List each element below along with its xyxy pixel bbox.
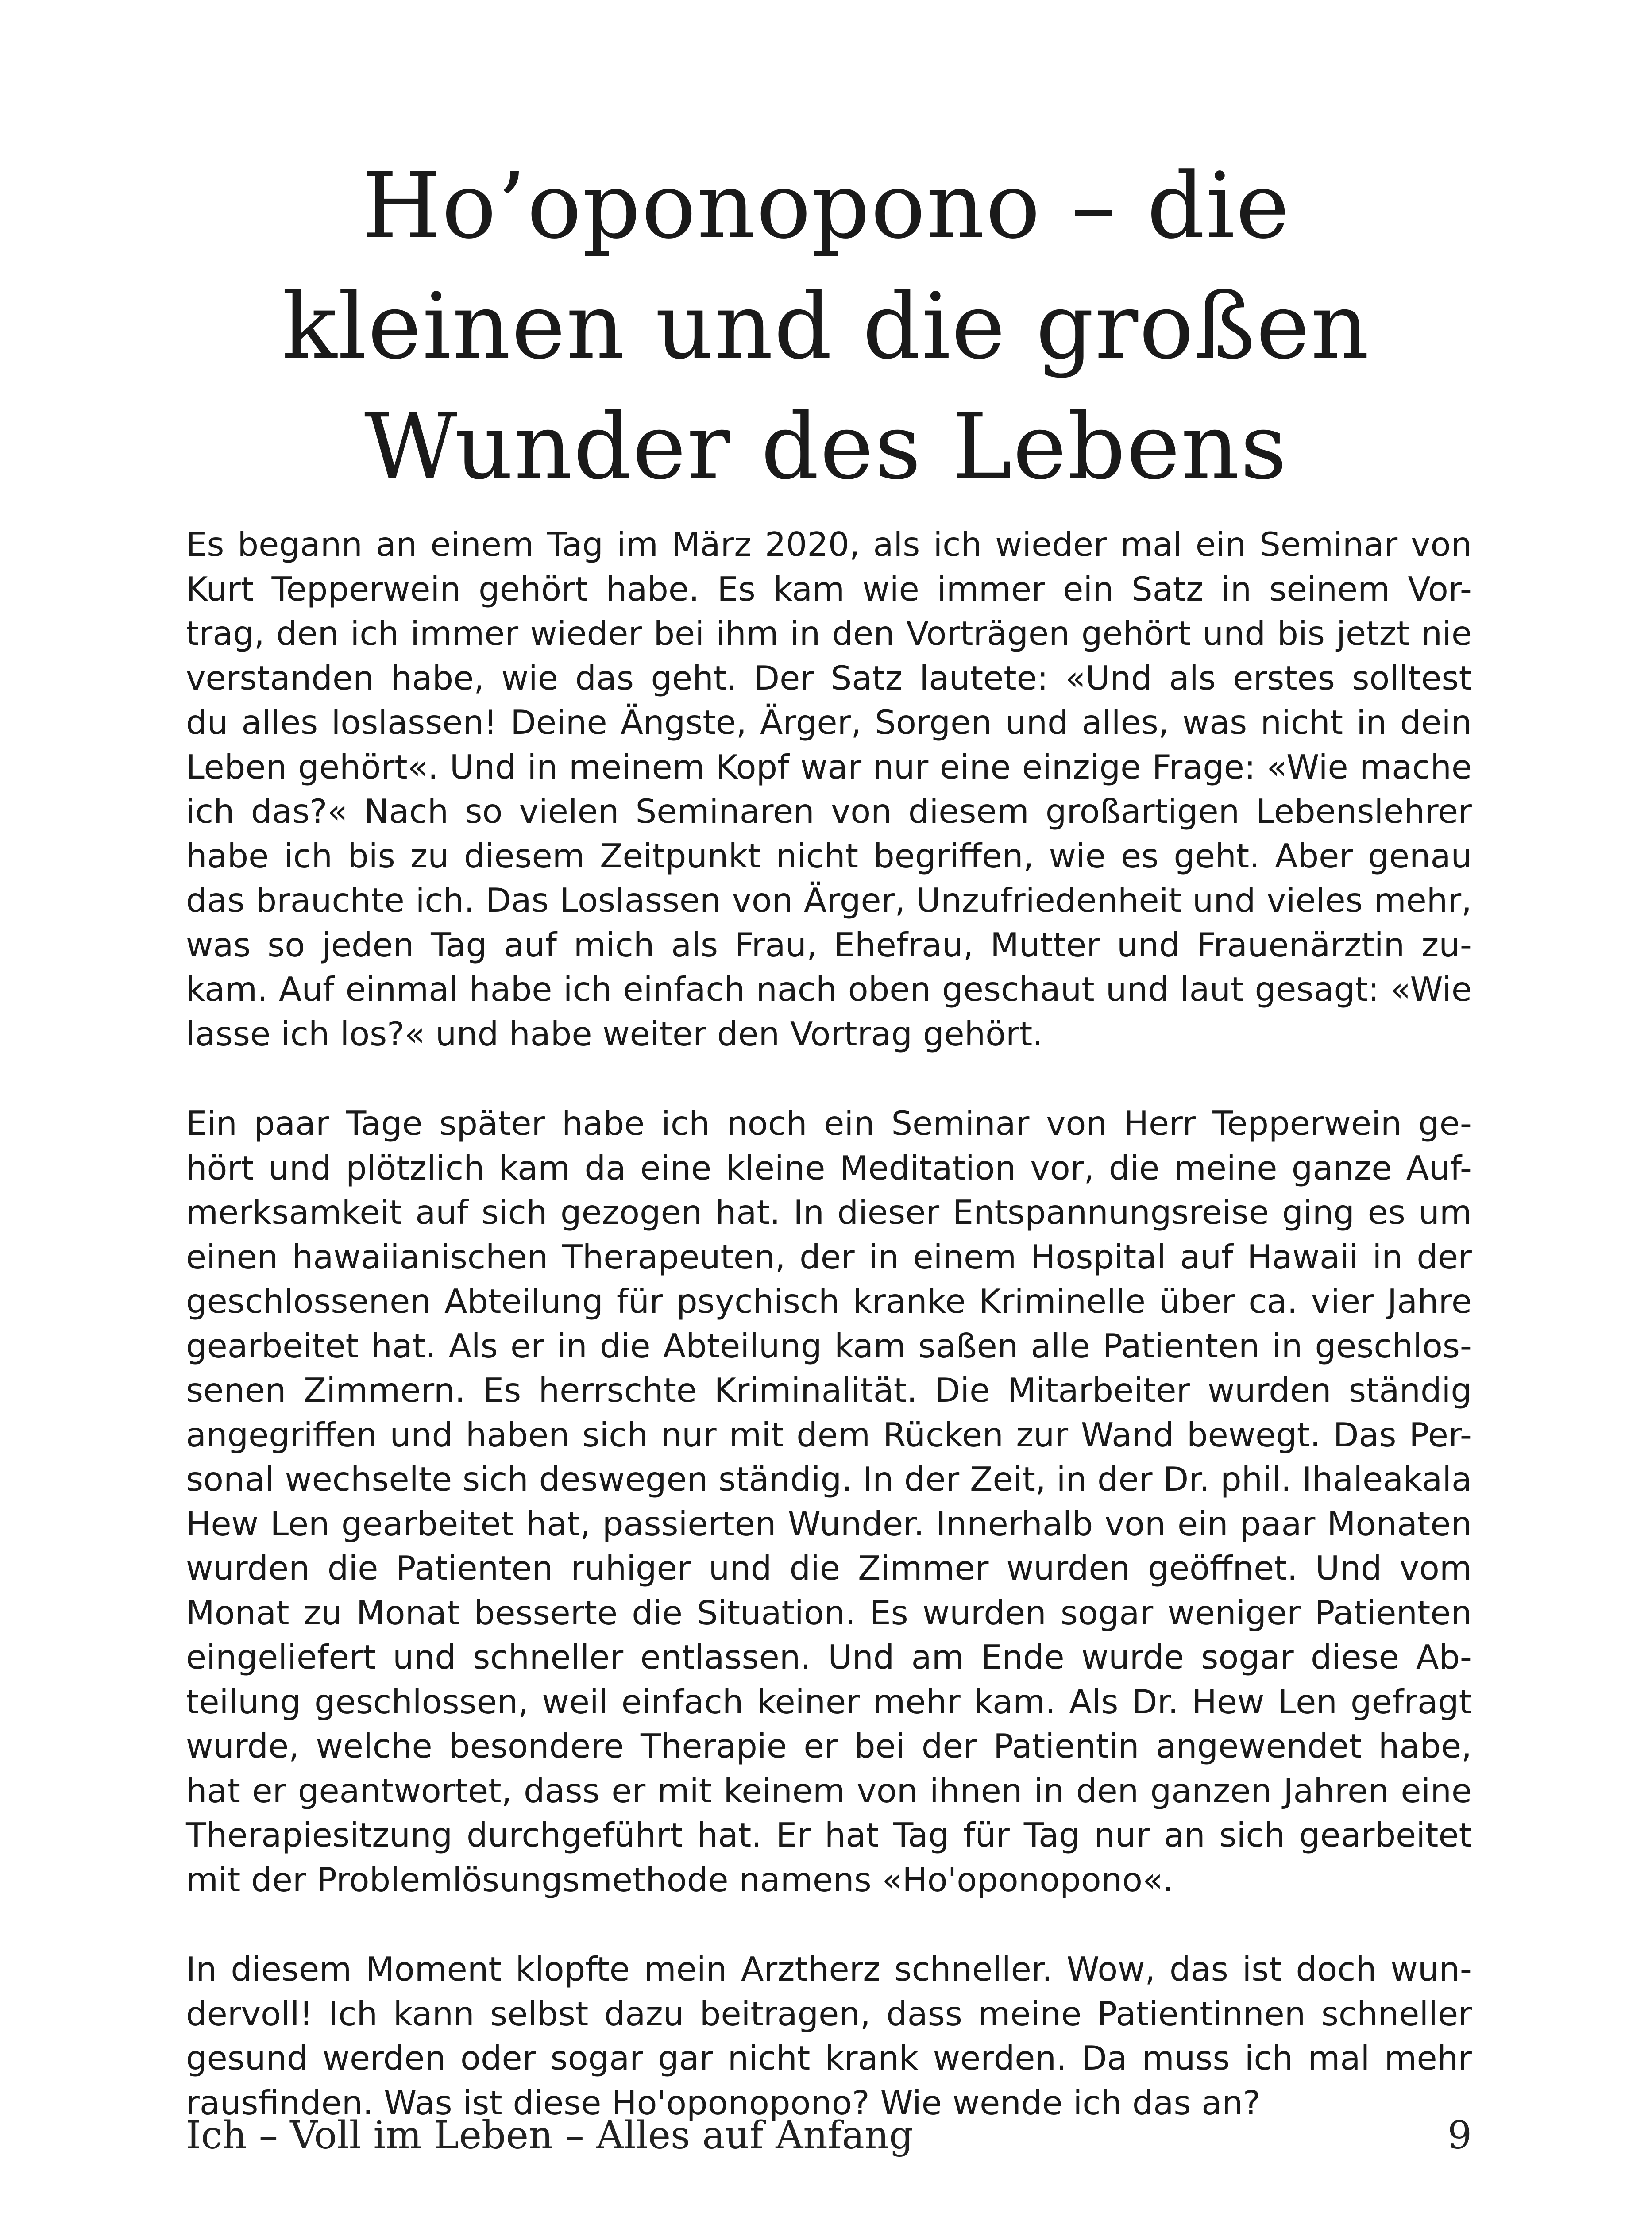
text-line: gesund werden oder sogar gar nicht krank werden. Da muss ich mal mehr xyxy=(186,2039,1472,2078)
text-line: geschlossenen Abteilung für psychisch kranke Kriminelle über ca. vier Jahre xyxy=(186,1282,1472,1321)
paragraph-2 xyxy=(186,1101,1472,1902)
text-line: angegriffen und haben sich nur mit dem Rücken zur Wand bewegt. Das Per- xyxy=(186,1415,1472,1454)
text-line: du alles loslassen! Deine Ängste, Ärger, Sorgen und alles, was nicht in dein xyxy=(186,703,1472,742)
text-line: mit der Problemlösungsmethode namens «Ho'oponopono«. xyxy=(186,1860,1173,1899)
chapter-title-line: kleinen und die großen xyxy=(282,274,1370,379)
paragraph-3 xyxy=(186,1947,1472,2125)
text-line: trag, den ich immer wieder bei ihm in den Vorträgen gehört und bis jetzt nie xyxy=(186,614,1472,653)
text-line: einen hawaiianischen Therapeuten, der in einem Hospital auf Hawaii in der xyxy=(186,1237,1472,1276)
text-line: Monat zu Monat besserte die Situation. Es wurden sogar weniger Patienten xyxy=(186,1593,1472,1632)
text-line: teilung geschlossen, weil einfach keiner mehr kam. Als Dr. Hew Len gefragt xyxy=(186,1682,1472,1721)
chapter-title xyxy=(0,146,1652,507)
text-line: Therapiesitzung durchgeführt hat. Er hat Tag für Tag nur an sich gearbeitet xyxy=(186,1816,1472,1854)
text-line: wurden die Patienten ruhiger und die Zimmer wurden geöffnet. Und vom xyxy=(186,1549,1472,1588)
text-line: In diesem Moment klopfte mein Arztherz schneller. Wow, das ist doch wun- xyxy=(186,1950,1472,1989)
text-line: wurde, welche besondere Therapie er bei der Patientin angewendet habe, xyxy=(186,1727,1472,1766)
text-line: Ein paar Tage später habe ich noch ein Seminar von Herr Tepperwein ge- xyxy=(186,1104,1472,1143)
chapter-title-line: Ho’oponopono – die xyxy=(362,154,1290,259)
text-line: Hew Len gearbeitet hat, passierten Wunder. Innerhalb von ein paar Monaten xyxy=(186,1504,1472,1543)
text-line: habe ich bis zu diesem Zeitpunkt nicht begriffen, wie es geht. Aber genau xyxy=(186,836,1472,875)
text-line: rausfinden. Was ist diese Ho'oponopono? Wie wende ich das an? xyxy=(186,2083,1261,2122)
text-line: hat er geantwortet, dass er mit keinem von ihnen in den ganzen Jahren eine xyxy=(186,1771,1472,1810)
text-line: sonal wechselte sich deswegen ständig. In der Zeit, in der Dr. phil. Ihaleakala xyxy=(186,1460,1472,1499)
text-line: kam. Auf einmal habe ich einfach nach oben geschaut und laut gesagt: «Wie xyxy=(186,970,1472,1009)
paragraph-1 xyxy=(186,522,1472,1056)
text-line: dervoll! Ich kann selbst dazu beitragen, dass meine Patientinnen schneller xyxy=(186,1994,1472,2033)
text-line: gearbeitet hat. Als er in die Abteilung kam saßen alle Patienten in geschlos- xyxy=(186,1326,1472,1365)
running-title: Ich – Voll im Leben – Alles auf Anfang xyxy=(186,2113,914,2158)
text-line: merksamkeit auf sich gezogen hat. In dieser Entspannungsreise ging es um xyxy=(186,1193,1472,1232)
text-line: verstanden habe, wie das geht. Der Satz lautete: «Und als erstes solltest xyxy=(186,658,1472,698)
text-line: das brauchte ich. Das Loslassen von Ärger, Unzufriedenheit und vieles mehr, xyxy=(186,881,1472,920)
text-line: Es begann an einem Tag im März 2020, als ich wieder mal ein Seminar von xyxy=(186,525,1472,564)
text-line: hört und plötzlich kam da eine kleine Meditation vor, die meine ganze Auf- xyxy=(186,1148,1472,1187)
text-line: lasse ich los?« und habe weiter den Vortrag gehört. xyxy=(186,1014,1043,1053)
text-line: Leben gehört«. Und in meinem Kopf war nur eine einzige Frage: «Wie mache xyxy=(186,747,1472,787)
text-line: was so jeden Tag auf mich als Frau, Ehefrau, Mutter und Frauenärztin zu- xyxy=(186,925,1472,964)
text-line: eingeliefert und schneller entlassen. Und am Ende wurde sogar diese Ab- xyxy=(186,1638,1472,1677)
body-text xyxy=(186,522,1472,2170)
chapter-title-line: Wunder des Lebens xyxy=(364,394,1288,500)
text-line: senen Zimmern. Es herrschte Kriminalität. Die Mitarbeiter wurden ständig xyxy=(186,1371,1472,1410)
text-line: Kurt Tepperwein gehört habe. Es kam wie immer ein Satz in seinem Vor- xyxy=(186,569,1472,609)
page-footer xyxy=(186,2111,1472,2160)
page-number: 9 xyxy=(1447,2113,1472,2158)
text-line: ich das?« Nach so vielen Seminaren von diesem großartigen Lebenslehrer xyxy=(186,792,1472,831)
